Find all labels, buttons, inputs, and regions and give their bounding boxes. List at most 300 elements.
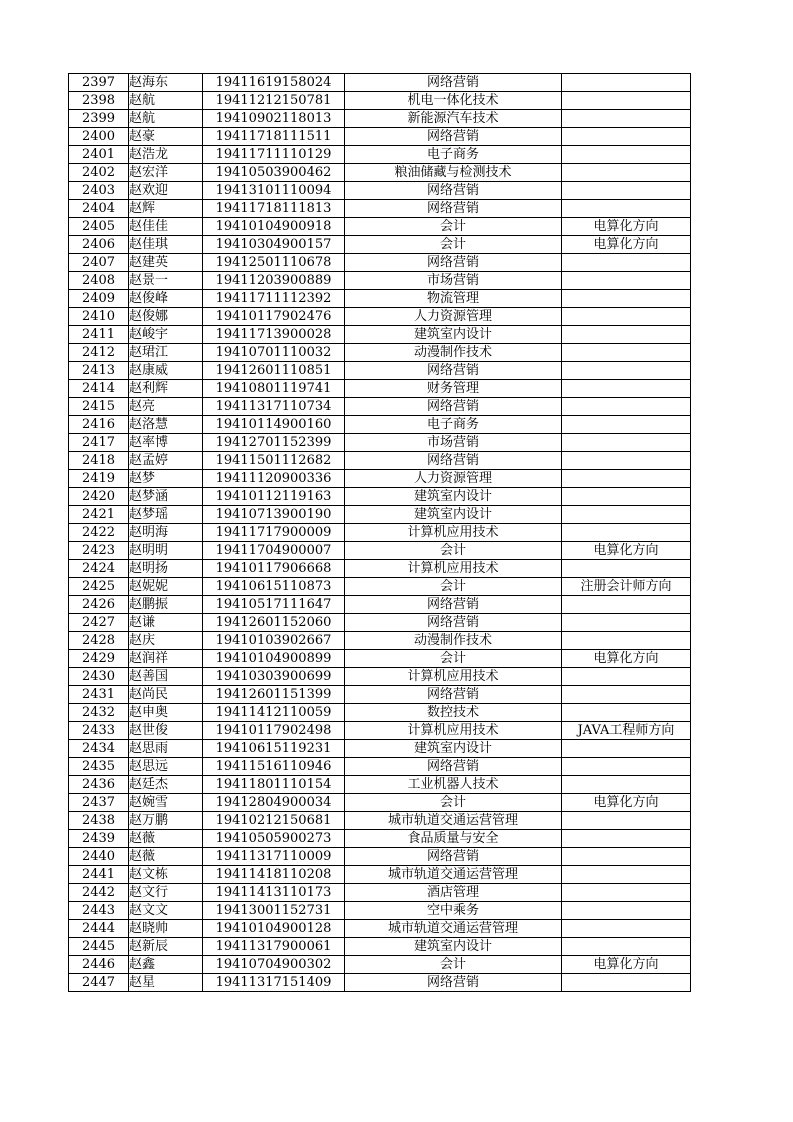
- table-row: [69, 110, 691, 128]
- student-name-cell: 赵明明: [129, 542, 203, 560]
- student-name-cell: 赵佳佳: [129, 218, 203, 236]
- major-cell: 网络营销: [345, 848, 562, 866]
- student-id-cell: 19411619158024: [203, 74, 345, 92]
- table-row: [69, 542, 691, 560]
- row-number-cell: 2410: [69, 308, 129, 326]
- student-name-cell: 赵明扬: [129, 560, 203, 578]
- student-id-cell: 19410505900273: [203, 830, 345, 848]
- table-row: [69, 380, 691, 398]
- student-id-cell: 19410615119231: [203, 740, 345, 758]
- student-id-cell: 19411711112392: [203, 290, 345, 308]
- student-id-cell: 19411203900889: [203, 272, 345, 290]
- major-cell: 网络营销: [345, 254, 562, 272]
- major-cell: 机电一体化技术: [345, 92, 562, 110]
- student-id-cell: 19412601151399: [203, 686, 345, 704]
- student-id-cell: 19410517111647: [203, 596, 345, 614]
- table-row: [69, 470, 691, 488]
- row-number-cell: 2444: [69, 920, 129, 938]
- student-id-cell: 19410713900190: [203, 506, 345, 524]
- student-id-cell: 19410902118013: [203, 110, 345, 128]
- major-cell: 动漫制作技术: [345, 344, 562, 362]
- row-number-cell: 2416: [69, 416, 129, 434]
- major-cell: 酒店管理: [345, 884, 562, 902]
- direction-cell: [562, 740, 691, 758]
- student-id-cell: 19410303900699: [203, 668, 345, 686]
- student-id-cell: 19411212150781: [203, 92, 345, 110]
- table-row: [69, 920, 691, 938]
- direction-cell: 电算化方向: [562, 218, 691, 236]
- student-id-cell: 19410104900128: [203, 920, 345, 938]
- table-row: [69, 686, 691, 704]
- major-cell: 工业机器人技术: [345, 776, 562, 794]
- major-cell: 粮油储藏与检测技术: [345, 164, 562, 182]
- student-name-cell: 赵润祥: [129, 650, 203, 668]
- row-number-cell: 2411: [69, 326, 129, 344]
- row-number-cell: 2401: [69, 146, 129, 164]
- direction-cell: JAVA工程师方向: [562, 722, 691, 740]
- major-cell: 网络营销: [345, 200, 562, 218]
- direction-cell: [562, 344, 691, 362]
- table-row: [69, 812, 691, 830]
- direction-cell: 电算化方向: [562, 794, 691, 812]
- major-cell: 人力资源管理: [345, 308, 562, 326]
- row-number-cell: 2436: [69, 776, 129, 794]
- student-id-cell: 19413001152731: [203, 902, 345, 920]
- direction-cell: 电算化方向: [562, 650, 691, 668]
- student-name-cell: 赵思远: [129, 758, 203, 776]
- direction-cell: [562, 164, 691, 182]
- direction-cell: [562, 848, 691, 866]
- major-cell: 城市轨道交通运营管理: [345, 920, 562, 938]
- student-id-cell: 19410212150681: [203, 812, 345, 830]
- student-name-cell: 赵梦瑶: [129, 506, 203, 524]
- direction-cell: [562, 704, 691, 722]
- row-number-cell: 2400: [69, 128, 129, 146]
- student-name-cell: 赵晓帅: [129, 920, 203, 938]
- direction-cell: 电算化方向: [562, 236, 691, 254]
- major-cell: 建筑室内设计: [345, 506, 562, 524]
- direction-cell: [562, 308, 691, 326]
- student-name-cell: 赵文行: [129, 884, 203, 902]
- direction-cell: [562, 362, 691, 380]
- major-cell: 城市轨道交通运营管理: [345, 866, 562, 884]
- major-cell: 计算机应用技术: [345, 722, 562, 740]
- major-cell: 空中乘务: [345, 902, 562, 920]
- table-row: [69, 290, 691, 308]
- student-name-cell: 赵珺江: [129, 344, 203, 362]
- direction-cell: [562, 326, 691, 344]
- student-id-cell: 19411516110946: [203, 758, 345, 776]
- major-cell: 网络营销: [345, 74, 562, 92]
- student-name-cell: 赵文文: [129, 902, 203, 920]
- major-cell: 市场营销: [345, 434, 562, 452]
- student-id-cell: 19411418110208: [203, 866, 345, 884]
- table-row: [69, 866, 691, 884]
- direction-cell: [562, 128, 691, 146]
- student-name-cell: 赵万鹏: [129, 812, 203, 830]
- row-number-cell: 2423: [69, 542, 129, 560]
- major-cell: 数控技术: [345, 704, 562, 722]
- direction-cell: [562, 866, 691, 884]
- table-row: [69, 956, 691, 974]
- student-name-cell: 赵建英: [129, 254, 203, 272]
- student-id-cell: 19410304900157: [203, 236, 345, 254]
- row-number-cell: 2443: [69, 902, 129, 920]
- major-cell: 电子商务: [345, 146, 562, 164]
- direction-cell: [562, 290, 691, 308]
- student-id-cell: 19410103902667: [203, 632, 345, 650]
- direction-cell: 电算化方向: [562, 542, 691, 560]
- table-row: [69, 632, 691, 650]
- student-name-cell: 赵思雨: [129, 740, 203, 758]
- direction-cell: [562, 200, 691, 218]
- row-number-cell: 2406: [69, 236, 129, 254]
- table-row: [69, 92, 691, 110]
- student-id-cell: 19412601152060: [203, 614, 345, 632]
- major-cell: 网络营销: [345, 452, 562, 470]
- table-row: [69, 974, 691, 992]
- student-name-cell: 赵世俊: [129, 722, 203, 740]
- major-cell: 动漫制作技术: [345, 632, 562, 650]
- table-row: [69, 848, 691, 866]
- student-name-cell: 赵谦: [129, 614, 203, 632]
- table-row: [69, 308, 691, 326]
- table-row: [69, 416, 691, 434]
- student-name-cell: 赵明海: [129, 524, 203, 542]
- table-row: [69, 182, 691, 200]
- student-id-cell: 19412601110851: [203, 362, 345, 380]
- student-name-cell: 赵新辰: [129, 938, 203, 956]
- row-number-cell: 2409: [69, 290, 129, 308]
- major-cell: 网络营销: [345, 398, 562, 416]
- table-row: [69, 254, 691, 272]
- major-cell: 电子商务: [345, 416, 562, 434]
- student-id-cell: 19410704900302: [203, 956, 345, 974]
- student-name-cell: 赵鑫: [129, 956, 203, 974]
- row-number-cell: 2442: [69, 884, 129, 902]
- row-number-cell: 2419: [69, 470, 129, 488]
- table-row: [69, 452, 691, 470]
- row-number-cell: 2431: [69, 686, 129, 704]
- table-row: [69, 884, 691, 902]
- student-name-cell: 赵孟婷: [129, 452, 203, 470]
- student-id-cell: 19411317900061: [203, 938, 345, 956]
- table-row: [69, 668, 691, 686]
- row-number-cell: 2435: [69, 758, 129, 776]
- student-name-cell: 赵率博: [129, 434, 203, 452]
- direction-cell: [562, 110, 691, 128]
- table-row: [69, 722, 691, 740]
- direction-cell: [562, 830, 691, 848]
- student-id-cell: 19411317110734: [203, 398, 345, 416]
- student-name-cell: 赵洛慧: [129, 416, 203, 434]
- student-name-cell: 赵俊峰: [129, 290, 203, 308]
- student-name-cell: 赵豪: [129, 128, 203, 146]
- table-row: [69, 398, 691, 416]
- direction-cell: [562, 416, 691, 434]
- direction-cell: [562, 938, 691, 956]
- student-name-cell: 赵妮妮: [129, 578, 203, 596]
- table-body: [69, 74, 691, 992]
- major-cell: 网络营销: [345, 128, 562, 146]
- major-cell: 建筑室内设计: [345, 326, 562, 344]
- table-row: [69, 776, 691, 794]
- table-row: [69, 146, 691, 164]
- direction-cell: [562, 920, 691, 938]
- student-name-cell: 赵航: [129, 110, 203, 128]
- direction-cell: [562, 92, 691, 110]
- student-id-cell: 19412501110678: [203, 254, 345, 272]
- table-row: [69, 74, 691, 92]
- student-name-cell: 赵欢迎: [129, 182, 203, 200]
- row-number-cell: 2405: [69, 218, 129, 236]
- table-row: [69, 614, 691, 632]
- row-number-cell: 2425: [69, 578, 129, 596]
- row-number-cell: 2446: [69, 956, 129, 974]
- direction-cell: [562, 272, 691, 290]
- student-name-cell: 赵申奥: [129, 704, 203, 722]
- student-id-cell: 19411120900336: [203, 470, 345, 488]
- row-number-cell: 2440: [69, 848, 129, 866]
- student-id-cell: 19411317110009: [203, 848, 345, 866]
- table-row: [69, 902, 691, 920]
- student-id-cell: 19410104900918: [203, 218, 345, 236]
- direction-cell: [562, 182, 691, 200]
- major-cell: 建筑室内设计: [345, 740, 562, 758]
- row-number-cell: 2434: [69, 740, 129, 758]
- row-number-cell: 2433: [69, 722, 129, 740]
- direction-cell: [562, 74, 691, 92]
- table-row: [69, 740, 691, 758]
- row-number-cell: 2432: [69, 704, 129, 722]
- major-cell: 会计: [345, 542, 562, 560]
- row-number-cell: 2427: [69, 614, 129, 632]
- major-cell: 物流管理: [345, 290, 562, 308]
- student-id-cell: 19411801110154: [203, 776, 345, 794]
- table-row: [69, 704, 691, 722]
- student-id-cell: 19411704900007: [203, 542, 345, 560]
- direction-cell: [562, 380, 691, 398]
- major-cell: 新能源汽车技术: [345, 110, 562, 128]
- student-id-cell: 19411718111511: [203, 128, 345, 146]
- student-name-cell: 赵庆: [129, 632, 203, 650]
- direction-cell: [562, 470, 691, 488]
- table-row: [69, 326, 691, 344]
- major-cell: 网络营销: [345, 614, 562, 632]
- row-number-cell: 2418: [69, 452, 129, 470]
- student-name-cell: 赵梦: [129, 470, 203, 488]
- row-number-cell: 2438: [69, 812, 129, 830]
- row-number-cell: 2445: [69, 938, 129, 956]
- major-cell: 网络营销: [345, 758, 562, 776]
- student-id-cell: 19412804900034: [203, 794, 345, 812]
- major-cell: 计算机应用技术: [345, 524, 562, 542]
- row-number-cell: 2441: [69, 866, 129, 884]
- row-number-cell: 2439: [69, 830, 129, 848]
- major-cell: 会计: [345, 794, 562, 812]
- student-name-cell: 赵佳琪: [129, 236, 203, 254]
- student-name-cell: 赵利辉: [129, 380, 203, 398]
- major-cell: 市场营销: [345, 272, 562, 290]
- direction-cell: [562, 812, 691, 830]
- student-id-cell: 19410615110873: [203, 578, 345, 596]
- student-name-cell: 赵善国: [129, 668, 203, 686]
- major-cell: 计算机应用技术: [345, 560, 562, 578]
- direction-cell: [562, 686, 691, 704]
- table-row: [69, 272, 691, 290]
- student-id-cell: 19410503900462: [203, 164, 345, 182]
- student-id-cell: 19411717900009: [203, 524, 345, 542]
- student-name-cell: 赵浩龙: [129, 146, 203, 164]
- row-number-cell: 2397: [69, 74, 129, 92]
- table-row: [69, 596, 691, 614]
- student-name-cell: 赵廷杰: [129, 776, 203, 794]
- direction-cell: [562, 452, 691, 470]
- student-id-cell: 19410112119163: [203, 488, 345, 506]
- major-cell: 会计: [345, 578, 562, 596]
- student-name-cell: 赵峻宇: [129, 326, 203, 344]
- major-cell: 食品质量与安全: [345, 830, 562, 848]
- table-row: [69, 524, 691, 542]
- row-number-cell: 2415: [69, 398, 129, 416]
- student-id-cell: 19411713900028: [203, 326, 345, 344]
- table-row: [69, 434, 691, 452]
- student-name-cell: 赵景一: [129, 272, 203, 290]
- student-id-cell: 19412701152399: [203, 434, 345, 452]
- major-cell: 网络营销: [345, 362, 562, 380]
- direction-cell: [562, 884, 691, 902]
- row-number-cell: 2429: [69, 650, 129, 668]
- student-name-cell: 赵康威: [129, 362, 203, 380]
- student-id-cell: 19411413110173: [203, 884, 345, 902]
- student-name-cell: 赵亮: [129, 398, 203, 416]
- student-id-cell: 19411718111813: [203, 200, 345, 218]
- student-name-cell: 赵尚民: [129, 686, 203, 704]
- student-id-cell: 19411317151409: [203, 974, 345, 992]
- row-number-cell: 2398: [69, 92, 129, 110]
- table-row: [69, 200, 691, 218]
- major-cell: 城市轨道交通运营管理: [345, 812, 562, 830]
- major-cell: 网络营销: [345, 974, 562, 992]
- table-row: [69, 128, 691, 146]
- row-number-cell: 2437: [69, 794, 129, 812]
- direction-cell: [562, 488, 691, 506]
- student-name-cell: 赵文栋: [129, 866, 203, 884]
- student-id-cell: 19410701110032: [203, 344, 345, 362]
- direction-cell: [562, 146, 691, 164]
- table-row: [69, 794, 691, 812]
- major-cell: 会计: [345, 650, 562, 668]
- direction-cell: 注册会计师方向: [562, 578, 691, 596]
- student-name-cell: 赵薇: [129, 830, 203, 848]
- table-row: [69, 488, 691, 506]
- direction-cell: [562, 632, 691, 650]
- table-row: [69, 236, 691, 254]
- row-number-cell: 2414: [69, 380, 129, 398]
- student-name-cell: 赵俊娜: [129, 308, 203, 326]
- row-number-cell: 2422: [69, 524, 129, 542]
- row-number-cell: 2428: [69, 632, 129, 650]
- table-row: [69, 164, 691, 182]
- direction-cell: [562, 560, 691, 578]
- table-row: [69, 830, 691, 848]
- row-number-cell: 2399: [69, 110, 129, 128]
- direction-cell: [562, 506, 691, 524]
- table-row: [69, 218, 691, 236]
- major-cell: 建筑室内设计: [345, 488, 562, 506]
- row-number-cell: 2403: [69, 182, 129, 200]
- major-cell: 网络营销: [345, 182, 562, 200]
- table-row: [69, 938, 691, 956]
- student-id-cell: 19410117902498: [203, 722, 345, 740]
- major-cell: 人力资源管理: [345, 470, 562, 488]
- row-number-cell: 2417: [69, 434, 129, 452]
- student-name-cell: 赵婉雪: [129, 794, 203, 812]
- table-row: [69, 362, 691, 380]
- student-id-cell: 19410114900160: [203, 416, 345, 434]
- table-row: [69, 560, 691, 578]
- direction-cell: [562, 668, 691, 686]
- direction-cell: [562, 758, 691, 776]
- row-number-cell: 2407: [69, 254, 129, 272]
- student-name-cell: 赵梦涵: [129, 488, 203, 506]
- row-number-cell: 2424: [69, 560, 129, 578]
- student-id-cell: 19410117902476: [203, 308, 345, 326]
- student-id-cell: 19410801119741: [203, 380, 345, 398]
- student-table: [68, 73, 691, 992]
- student-id-cell: 19411501112682: [203, 452, 345, 470]
- major-cell: 建筑室内设计: [345, 938, 562, 956]
- row-number-cell: 2447: [69, 974, 129, 992]
- student-id-cell: 19411711110129: [203, 146, 345, 164]
- direction-cell: [562, 776, 691, 794]
- direction-cell: [562, 596, 691, 614]
- major-cell: 会计: [345, 218, 562, 236]
- row-number-cell: 2404: [69, 200, 129, 218]
- major-cell: 会计: [345, 956, 562, 974]
- student-name-cell: 赵宏洋: [129, 164, 203, 182]
- student-name-cell: 赵海东: [129, 74, 203, 92]
- direction-cell: [562, 974, 691, 992]
- student-name-cell: 赵辉: [129, 200, 203, 218]
- major-cell: 网络营销: [345, 596, 562, 614]
- major-cell: 财务管理: [345, 380, 562, 398]
- row-number-cell: 2402: [69, 164, 129, 182]
- row-number-cell: 2413: [69, 362, 129, 380]
- student-id-cell: 19413101110094: [203, 182, 345, 200]
- major-cell: 网络营销: [345, 686, 562, 704]
- table-row: [69, 506, 691, 524]
- direction-cell: [562, 614, 691, 632]
- student-name-cell: 赵航: [129, 92, 203, 110]
- row-number-cell: 2408: [69, 272, 129, 290]
- student-name-cell: 赵星: [129, 974, 203, 992]
- student-name-cell: 赵鹏振: [129, 596, 203, 614]
- table-row: [69, 578, 691, 596]
- direction-cell: [562, 902, 691, 920]
- row-number-cell: 2420: [69, 488, 129, 506]
- table-row: [69, 758, 691, 776]
- row-number-cell: 2412: [69, 344, 129, 362]
- direction-cell: [562, 524, 691, 542]
- student-name-cell: 赵薇: [129, 848, 203, 866]
- table-row: [69, 344, 691, 362]
- row-number-cell: 2421: [69, 506, 129, 524]
- direction-cell: [562, 434, 691, 452]
- direction-cell: [562, 398, 691, 416]
- row-number-cell: 2430: [69, 668, 129, 686]
- major-cell: 计算机应用技术: [345, 668, 562, 686]
